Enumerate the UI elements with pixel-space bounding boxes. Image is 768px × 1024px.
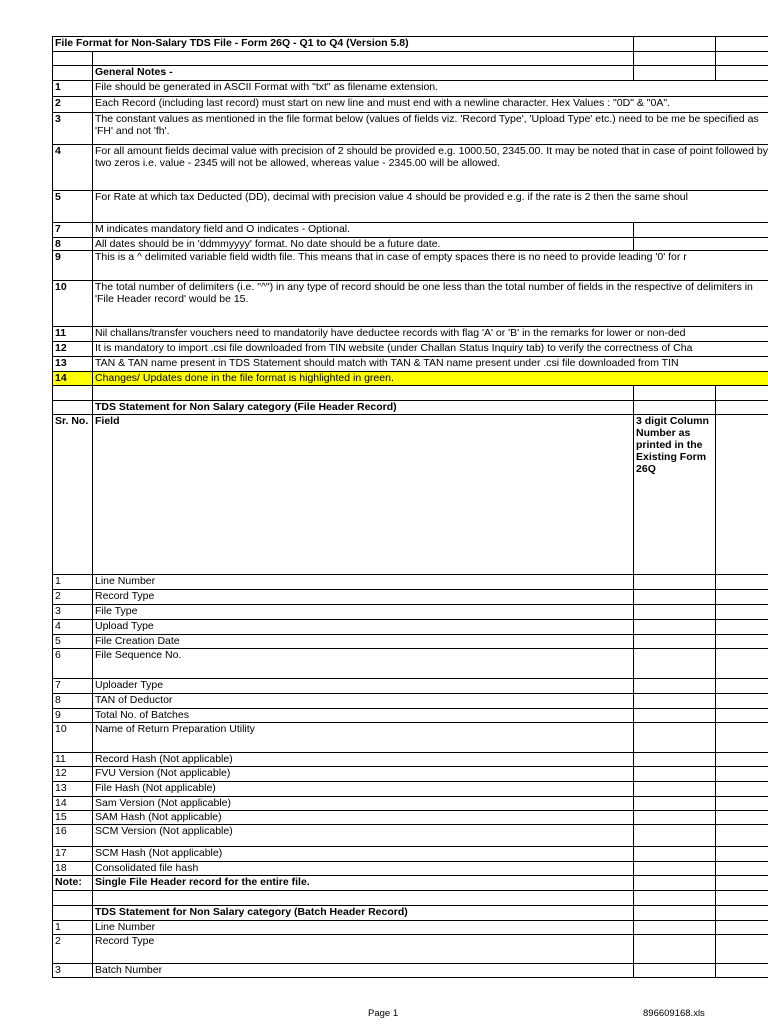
note-footer-row <box>53 876 768 891</box>
note-text: Changes/ Updates done in the file format is highlighted in green. <box>93 372 768 386</box>
col-header-colnum: 3 digit Column Number as printed in the Existing Form 26Q <box>634 415 716 575</box>
table-row: 10 Name of Return Preparation Utility <box>53 723 768 753</box>
table-row: 1 Line Number <box>53 575 768 590</box>
table-row: 14 Sam Version (Not applicable) <box>53 797 768 811</box>
table-row: 2 Record Type <box>53 935 768 964</box>
file-header-title-row <box>53 401 768 415</box>
file-name: 896609168.xls <box>643 1008 705 1019</box>
table-row: 4 Upload Type <box>53 620 768 635</box>
general-notes-heading-row <box>53 66 768 81</box>
note-row: 7 M indicates mandatory field and O indicates - Optional. <box>53 223 768 238</box>
note-text: File should be generated in ASCII Format with "txt" as filename extension. <box>93 81 768 97</box>
note-text: It is mandatory to import .csi file downloaded from TIN website (under Challan Status Inquiry tab) to verify the correctness of Cha <box>93 342 768 357</box>
note-text: The constant values as mentioned in the file format below (values of fields viz. 'Record Type', 'Upload Type' etc.) need to be me be specified as 'FH' and not 'fh'. <box>93 113 768 145</box>
table-row: 6 File Sequence No. <box>53 649 768 679</box>
table-row: 16 SCM Version (Not applicable) <box>53 825 768 847</box>
table-row: 5 File Creation Date <box>53 635 768 649</box>
note-text: For all amount fields decimal value with precision of 2 should be provided e.g. 1000.50, 2345.00. It may be noted that in case of point followed by two zeros i.e. value - 2345 will not be allowed, whereas value - 2345.00 will be allowed. <box>93 145 768 191</box>
table-row: 7 Uploader Type <box>53 679 768 694</box>
note-text: All dates should be in 'ddmmyyyy' format. No date should be a future date. <box>93 238 634 251</box>
file-header-title: TDS Statement for Non Salary category (File Header Record) <box>93 401 634 415</box>
note-footer-text: Single File Header record for the entire file. <box>93 876 634 891</box>
note-label: Note: <box>53 876 93 891</box>
col-header-sr: Sr. No. <box>53 415 93 575</box>
table-row: 11 Record Hash (Not applicable) <box>53 753 768 767</box>
table-row: 18 Consolidated file hash <box>53 862 768 876</box>
note-row: 13 TAN & TAN name present in TDS Statement should match with TAN & TAN name present under .csi file downloaded from TIN <box>53 357 768 372</box>
document-title: File Format for Non-Salary TDS File - Form 26Q - Q1 to Q4 (Version 5.8) <box>53 37 634 52</box>
table-row: 1 Line Number <box>53 921 768 935</box>
table-row: 12 FVU Version (Not applicable) <box>53 767 768 782</box>
note-row: 5 For Rate at which tax Deducted (DD), decimal with precision value 4 should be provided e.g. if the rate is 2 then the same shoul <box>53 191 768 223</box>
note-text: M indicates mandatory field and O indicates - Optional. <box>93 223 634 238</box>
title-row <box>53 37 768 52</box>
table-row: 13 File Hash (Not applicable) <box>53 782 768 797</box>
note-row: 10 The total number of delimiters (i.e. "^") in any type of record should be one less than the total number of fields in the respective of delimiters in 'File Header record' would be 15. <box>53 281 768 327</box>
note-row: 8 All dates should be in 'ddmmyyyy' format. No date should be a future date. <box>53 238 768 251</box>
table-row: 15 SAM Hash (Not applicable) <box>53 811 768 825</box>
table-row: 2 Record Type <box>53 590 768 605</box>
spreadsheet-page <box>52 36 768 978</box>
note-text: TAN & TAN name present in TDS Statement should match with TAN & TAN name present under .csi file downloaded from TIN <box>93 357 768 372</box>
note-text: This is a ^ delimited variable field width file. This means that in case of empty spaces there is no need to provide leading '0' for r <box>93 251 768 281</box>
batch-header-title: TDS Statement for Non Salary category (Batch Header Record) <box>93 906 634 921</box>
note-row: 11 Nil challans/transfer vouchers need to mandatorily have deductee records with flag 'A' or 'B' in the remarks for lower or non-ded <box>53 327 768 342</box>
page-number: Page 1 <box>368 1008 399 1019</box>
note-row-highlighted: 14 Changes/ Updates done in the file format is highlighted in green. <box>53 372 768 386</box>
table-row: 9 Total No. of Batches <box>53 709 768 723</box>
table-row: 3 Batch Number <box>53 964 768 978</box>
table-row: 8 TAN of Deductor <box>53 694 768 709</box>
batch-header-title-row <box>53 906 768 921</box>
col-header-field: Field <box>93 415 634 575</box>
note-row: 12 It is mandatory to import .csi file downloaded from TIN website (under Challan Status Inquiry tab) to verify the correctness of Cha <box>53 342 768 357</box>
note-text: Nil challans/transfer vouchers need to mandatorily have deductee records with flag 'A' or 'B' in the remarks for lower or non-ded <box>93 327 768 342</box>
note-text: The total number of delimiters (i.e. "^") in any type of record should be one less than the total number of fields in the respective of delimiters in 'File Header record' would be 15. <box>93 281 768 327</box>
note-text: Each Record (including last record) must start on new line and must end with a newline character. Hex Values : "0D" & "0A". <box>93 97 768 113</box>
format-table <box>52 36 768 978</box>
general-notes-heading: General Notes - <box>93 66 634 81</box>
note-text: For Rate at which tax Deducted (DD), decimal with precision value 4 should be provided e.g. if the rate is 2 then the same shoul <box>93 191 768 223</box>
note-row: 3 The constant values as mentioned in the file format below (values of fields viz. 'Record Type', 'Upload Type' etc.) need to be me be specified as 'FH' and not 'fh'. <box>53 113 768 145</box>
note-row: 9 This is a ^ delimited variable field width file. This means that in case of empty spaces there is no need to provide leading '0' for r <box>53 251 768 281</box>
note-row: 2 Each Record (including last record) must start on new line and must end with a newline character. Hex Values : "0D" & "0A". <box>53 97 768 113</box>
note-row: 1 File should be generated in ASCII Format with "txt" as filename extension. <box>53 81 768 97</box>
column-header-row <box>53 415 768 575</box>
table-row: 17 SCM Hash (Not applicable) <box>53 847 768 862</box>
table-row: 3 File Type <box>53 605 768 620</box>
note-row: 4 For all amount fields decimal value with precision of 2 should be provided e.g. 1000.50, 2345.00. It may be noted that in case of point followed by two zeros i.e. value - 2345 will not be allowed, whereas value - 2345.00 will be allowed. <box>53 145 768 191</box>
